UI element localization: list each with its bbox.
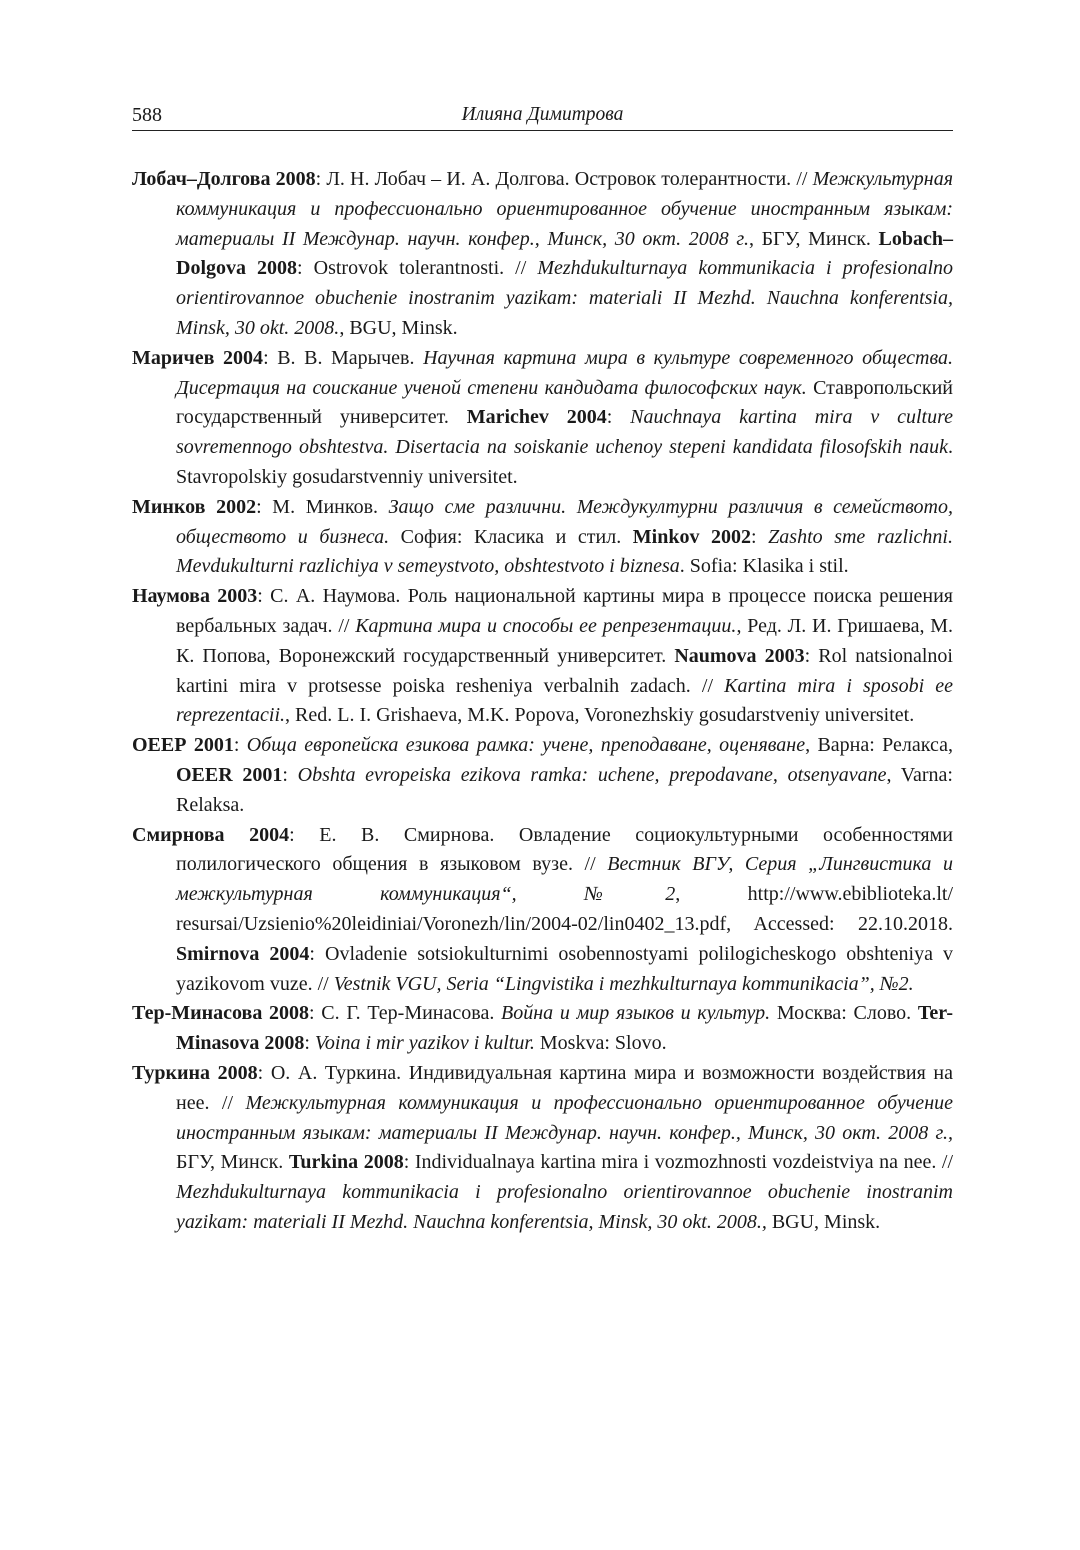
reference-key: Лобач–Долгова 2008 (132, 168, 316, 190)
reference-entry (132, 493, 953, 582)
reference-entry (132, 731, 953, 820)
reference-text: София: Класика и стил. (389, 525, 633, 548)
reference-text: : О. А. Туркина. Индивидуальная картина мира и возможности воздействия на нее. // (176, 1061, 953, 1114)
reference-entry (132, 165, 953, 344)
reference-text: : (233, 734, 247, 757)
reference-key-transliterated: Marichev 2004 (466, 406, 607, 429)
reference-title: Mezhdukulturnaya kommunikacia i profesionalno orientirovannoe obuchenie inostranim yazikam: materiali II Mezhd. Nauchna konferentsia, Minsk, 30 okt. 2008. (176, 257, 953, 339)
reference-text: БГУ, Минск. (176, 1151, 289, 1174)
reference-title: Mezhdukulturnaya kommunikacia i profesionalno orientirovannoe obuchenie inostranim yazikam: materiali II Mezhd. Nauchna konferentsia, Minsk, 30 okt. 2008., (176, 1181, 953, 1233)
reference-title: Вестник ВГУ, Серия „Лингвистика и межкультурная коммуникация“, №2 (176, 853, 953, 906)
reference-text: , БГУ, Минск. (748, 227, 879, 250)
reference-key-transliterated: OEER 2001 (176, 763, 283, 786)
reference-title: Защо сме различни. Междукултурни различия в семейството, обществото и бизнеса. (176, 495, 953, 548)
reference-entry (132, 999, 954, 1059)
reference-text: . Sofia: Klasika i stil. (679, 555, 849, 578)
reference-text: : Е. В. Смирнова. Овладение социокультурными особенностями полилогического общения в языковом вузе. // (176, 823, 953, 876)
reference-text: , Red. L. I. Grishaeva, M.K. Popova, Voronezhskiy gosudarstveniy universitet. (285, 704, 915, 727)
reference-title: Война и мир языков и культур. (501, 1002, 771, 1025)
running-head-author: Илияна Димитрова (461, 104, 624, 125)
reference-entry (132, 344, 954, 493)
reference-key: Маричев 2004 (132, 346, 264, 369)
reference-key: Наумова 2003 (132, 585, 258, 608)
reference-text: : Ostrovok tolerantnosti. // (297, 257, 538, 280)
reference-text: : Individualnaya kartina mira i vozmozhnosti vozdeistviya na nee. // (403, 1151, 953, 1174)
reference-key-transliterated: Ter-Minasova 2008 (176, 1002, 954, 1055)
reference-title: Межкультурная коммуникация и профессионально ориентированное обучение иностранным языкам: материалы II Междунар. научн. конфер., Минск, 30 окт. 2008 г., (176, 1091, 953, 1144)
reference-text: Moskva: Slovo. (534, 1032, 667, 1055)
reference-text: : М. Минков. (256, 495, 389, 518)
reference-text: , http://www.ebiblioteka.lt/ resursai/Uzsienio%20leidiniai/Voronezh/lin/2004-02/lin0402_13.pdf, Accessed: 22.10.2018. (176, 883, 954, 935)
reference-title: Voina i mir yazikov i kultur. (314, 1032, 535, 1055)
page-header (132, 100, 953, 131)
reference-title: Научная картина мира в культуре современного общества. Дисертация на соискание ученой степени кандидата философских наук. (176, 346, 953, 399)
reference-text: , Ред. Л. И. Гришаева, М. К. Попова, Воронежский государственный университет. (176, 614, 954, 667)
reference-text: : (751, 525, 769, 548)
reference-text: Москва: Слово. (770, 1002, 918, 1025)
reference-title: Zashto sme razlichni. Mevdukulturni razlichiya v semeystvoto, obshtestvoto i biznesa (176, 525, 953, 578)
reference-entry (132, 821, 954, 1000)
reference-text: : (606, 406, 631, 429)
page-number: 588 (132, 104, 162, 126)
reference-entry (132, 1059, 953, 1238)
reference-title: Межкультурная коммуникация и профессионально ориентированное обучение иностранным языкам: материалы II Междунар. научн. конфер., Минск, 30 окт. 2008 г. (176, 168, 953, 250)
reference-key: Минков 2002 (132, 495, 257, 518)
reference-text: : Л. Н. Лобач – И. А. Долгова. Островок толерантности. // (315, 168, 813, 190)
reference-text: , Варна: Релакса, (805, 734, 953, 757)
reference-text: : (282, 763, 298, 786)
reference-key: Туркина 2008 (132, 1061, 258, 1084)
reference-title: Obshta evropeiska ezikova ramka: uchene, prepodavane, otsenyavane (297, 763, 887, 786)
reference-title: Vestnik VGU, Seria “Lingvistika i mezhkulturnaya kommunikacia”, №2. (333, 972, 914, 995)
reference-text: . Stavropolskiy gosudarstvenniy universitet. (176, 436, 953, 488)
reference-text: , BGU, Minsk. (339, 316, 458, 339)
reference-text: : Rol natsionalnoi kartini mira v protsesse poiska resheniya verbalnih zadach. // (176, 644, 953, 697)
reference-text: BGU, Minsk. (766, 1210, 881, 1233)
reference-key-transliterated: Lobach–Dolgova 2008 (176, 227, 953, 280)
reference-key: ОЕЕР 2001 (132, 734, 234, 757)
reference-key: Тер-Минасова 2008 (132, 1002, 310, 1025)
reference-title: Картина мира и способы ее репрезентации. (355, 614, 737, 637)
reference-text: : В. В. Марычев. (263, 346, 424, 369)
reference-entry (132, 582, 954, 731)
reference-text: : Ovladenie sotsiokulturnimi osobennostyami polilogicheskogo obshteniya v yazikovom vuze. // (176, 942, 953, 995)
reference-text: : С. Г. Тер-Минасова. (309, 1002, 502, 1025)
reference-list (132, 165, 953, 1238)
reference-text: Ставропольский государственный университет. (176, 376, 954, 429)
reference-key-transliterated: Minkov 2002 (632, 525, 752, 548)
reference-key-transliterated: Smirnova 2004 (176, 942, 310, 965)
reference-key-transliterated: Naumova 2003 (674, 644, 805, 667)
reference-title: Обща европейска езикова рамка: учене, преподаване, оценяване (246, 734, 806, 757)
reference-text: : (304, 1032, 315, 1055)
reference-text: , Varna: Relaksa. (176, 763, 953, 816)
reference-key: Смирнова 2004 (132, 823, 290, 846)
reference-title: Nauchnaya kartina mira v culture sovremennogo obshtestva. Disertacia na soiskanie uchenoy stepeni kandidata filosofskih nauk (176, 406, 953, 459)
reference-key-transliterated: Turkina 2008 (288, 1151, 404, 1174)
reference-title: Kartina mira i sposobi ee reprezentacii. (176, 674, 953, 727)
reference-text: : С. А. Наумова. Роль национальной картины мира в процессе поиска решения вербальных задач. // (176, 585, 953, 637)
